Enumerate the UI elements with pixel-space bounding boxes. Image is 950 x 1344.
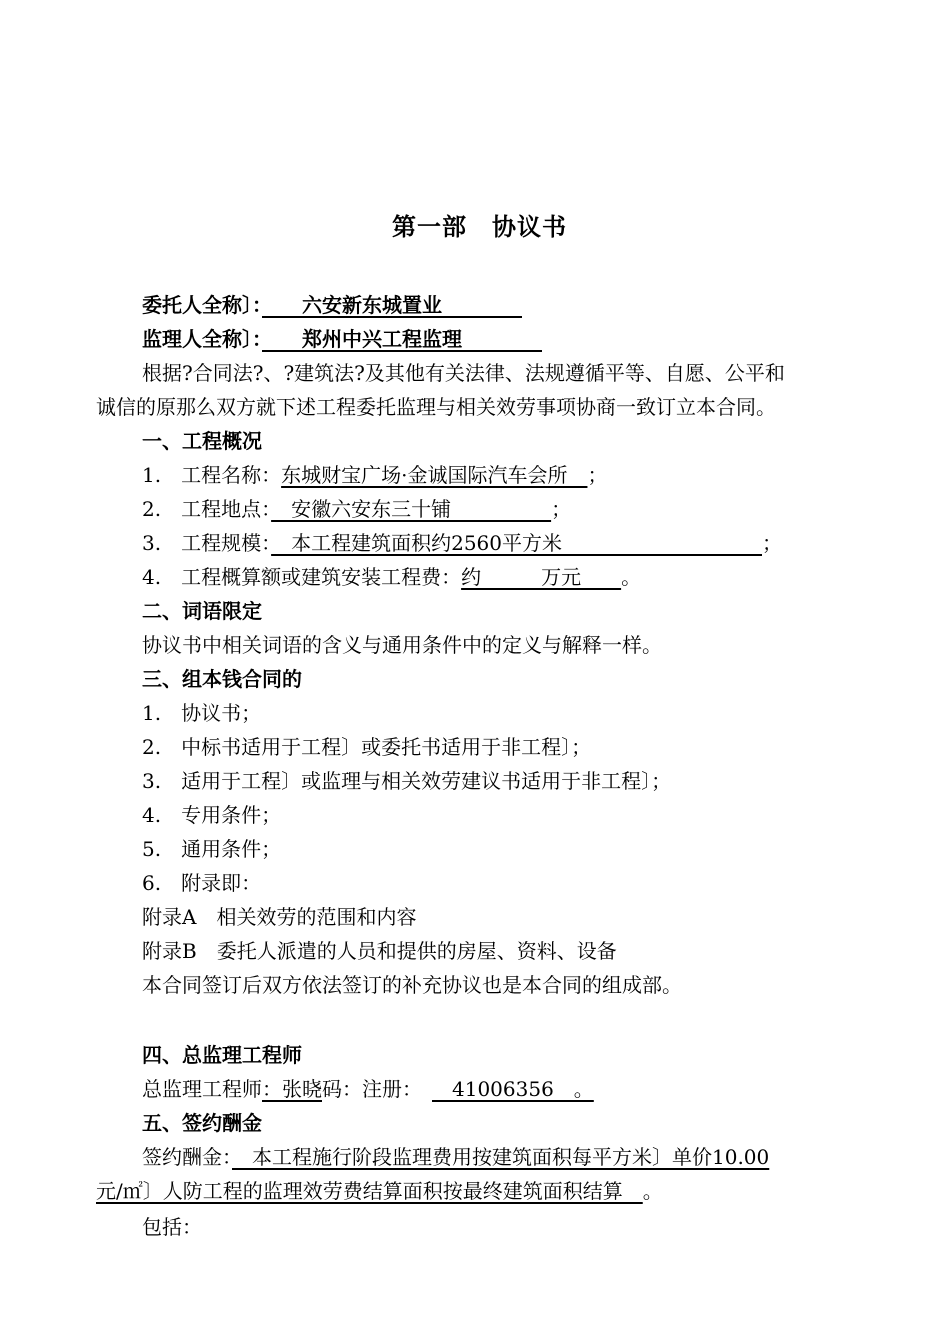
section-3-closing: 本合同签订后双方依法签订的补充协议也是本合同的组成部。 (142, 973, 682, 997)
contract-doc-item-3: 3. 适用于工程〕或监理与相关效劳建议书适用于非工程〕； (142, 769, 672, 793)
supervisor-value: 郑州中兴工程监理 (262, 327, 542, 351)
fee-value-line-2: 元/㎡〕人防工程的监理效劳费结算面积按最终建筑面积结算 (96, 1179, 643, 1203)
project-scale-value: 本工程建筑面积约2560平方米 (271, 531, 762, 555)
contract-doc-item-1: 1. 协议书； (142, 701, 262, 725)
project-cost-value: 约 万元 (461, 565, 622, 589)
project-scale-row (142, 528, 782, 558)
project-cost-tail: 。 (621, 565, 642, 589)
appendix-a: 附录A 相关效劳的范围和内容 (142, 905, 417, 929)
contract-doc-item-2: 2. 中标书适用于工程〕或委托书适用于非工程〕； (142, 735, 592, 759)
project-scale-tail: ； (762, 531, 782, 555)
section-2-text: 协议书中相关词语的含义与通用条件中的定义与解释一样。 (142, 633, 662, 657)
project-scale-label: 3. 工程规模： (142, 531, 272, 555)
project-location-value: 安徽六安东三十铺 (271, 497, 552, 521)
chief-engineer-name: ：张晓 (262, 1077, 322, 1101)
client-name-row (142, 290, 522, 320)
section-5-heading: 五、签约酬金 (142, 1111, 262, 1135)
project-name-tail: ； (587, 463, 608, 487)
supervisor-name-row (142, 324, 542, 354)
project-cost-label: 4. 工程概算额或建筑安装工程费： (142, 565, 462, 589)
section-4-heading: 四、总监理工程师 (142, 1043, 302, 1067)
chief-engineer-reg: 41006356 。 (432, 1077, 594, 1101)
section-1-heading: 一、工程概况 (142, 429, 262, 453)
fee-includes: 包括： (142, 1215, 202, 1239)
project-location-row (142, 494, 571, 524)
intro-line-2: 诚信的原那么双方就下述工程委托监理与相关效劳事项协商一致订立本合同。 (96, 395, 776, 419)
chief-engineer-row (142, 1074, 594, 1104)
fee-row-1 (142, 1142, 769, 1172)
fee-tail: 。 (642, 1179, 663, 1203)
project-cost-row (142, 562, 641, 592)
supervisor-label: 监理人全称〕： (142, 327, 262, 351)
project-location-label: 2. 工程地点： (142, 497, 272, 521)
contract-doc-item-4: 4. 专用条件； (142, 803, 282, 827)
intro-line-1: 根据?合同法?、?建筑法?及其他有关法律、法规遵循平等、自愿、公平和 (142, 361, 785, 385)
chief-engineer-label: 总监理工程师 (142, 1077, 262, 1101)
client-value: 六安新东城置业 (262, 293, 522, 317)
section-2-heading: 二、词语限定 (142, 599, 262, 623)
chief-engineer-mid: 码：注册： (322, 1077, 412, 1101)
project-name-row (142, 460, 607, 490)
project-location-tail: ； (551, 497, 572, 521)
appendix-b: 附录B 委托人派遣的人员和提供的房屋、资料、设备 (142, 939, 617, 963)
fee-value-line-1: 本工程施行阶段监理费用按建筑面积每平方米〕单价10.00 (232, 1145, 770, 1169)
client-label: 委托人全称〕： (142, 293, 262, 317)
page-title: 第一部 协议书 (392, 212, 567, 241)
contract-doc-item-5: 5. 通用条件； (142, 837, 282, 861)
project-name-value: 东城财宝广场·金诚国际汽车会所 (281, 463, 588, 487)
contract-doc-item-6: 6. 附录即： (142, 871, 262, 895)
section-3-heading: 三、组本钱合同的 (142, 667, 302, 691)
fee-label: 签约酬金： (142, 1145, 232, 1169)
fee-row-2 (96, 1176, 663, 1206)
project-name-label: 1. 工程名称： (142, 463, 282, 487)
